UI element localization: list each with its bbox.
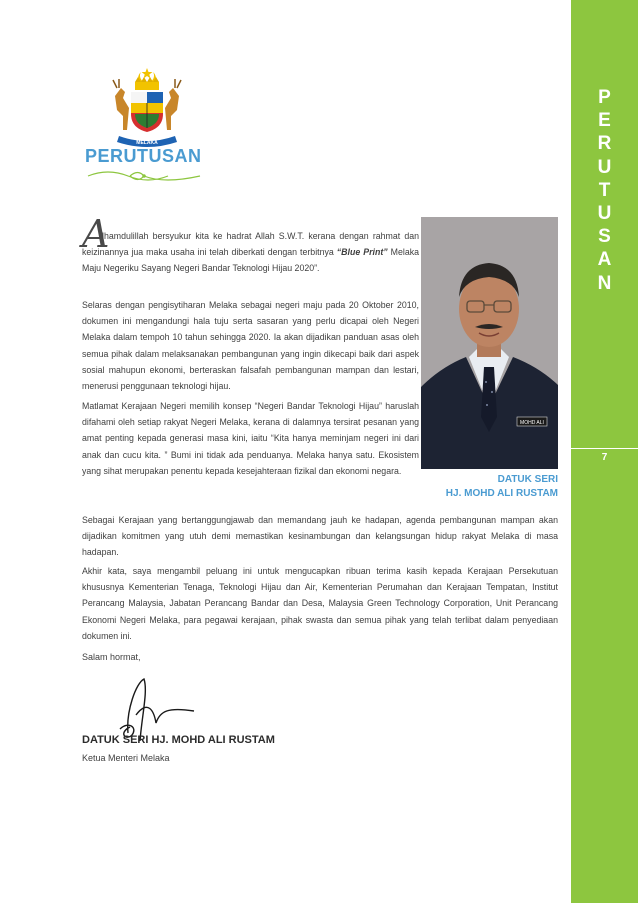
- vertical-letter: R: [597, 133, 612, 155]
- vertical-letter: P: [598, 87, 611, 108]
- paragraph-declaration: Selaras dengan pengisytiharan Melaka sebagai negeri maju pada 20 Oktober 2010, dokumen ini mengandungi hala tuju serta sasaran yang perlu dicapai oleh Negeri Melaka dalam tempoh 10 tahun sehingga 2020. Ia akan dijadikan panduan asas oleh semua pihak dalam melaksanakan pembangunan yang ingin dikecapi baik dari aspek sosial mahupun ekonomi, berteraskan falsafah pembangunan mampan dan lestari, menerusi penggunaan teknologi hijau.: [82, 300, 419, 392]
- vertical-letter: A: [597, 249, 612, 271]
- blue-print-emphasis: “Blue Print”: [336, 247, 388, 258]
- intro-text-a: lhamdulillah bersyukur kita ke hadrat Allah S.W.T. kerana dengan rahmat dan keizinannya jua maka usaha ini telah diberkati dengan terbitnya: [82, 231, 419, 258]
- signatory-name: DATUK SERI HJ. MOHD ALI RUSTAM: [82, 734, 275, 746]
- vertical-letter: T: [598, 179, 611, 201]
- name-badge: MOHD ALI: [520, 420, 544, 426]
- caption-honorific: DATUK SERI: [497, 474, 558, 485]
- vertical-letter: N: [597, 272, 612, 294]
- vertical-letter: U: [597, 203, 612, 225]
- paragraph-intro: [82, 228, 419, 277]
- vertical-title: [571, 86, 638, 295]
- portrait-photo: [421, 217, 558, 469]
- crest-motto: MELAKA: [136, 140, 158, 146]
- ornament-swirl-icon: [86, 168, 204, 184]
- page-title: PERUTUSAN: [85, 146, 202, 166]
- caption-name: HJ. MOHD ALI RUSTAM: [445, 488, 558, 499]
- paragraph-concept: Matlamat Kerajaan Negeri memilih konsep “Negeri Bandar Teknologi Hijau” haruslah difahami oleh setiap rakyat Negeri Melaka, kerana di dalamnya tersirat pesanan yang amat penting kepada generasi masa kini, iaitu “Kita hanya meminjam negeri ini dari anak dan cucu kita. ” Bumi ini tidak ada penduanya. Melaka hanya satu. Ekosistem yang sihat merupakan penentu kepada kesejahteraan fizikal dan ekonomi negara.: [82, 401, 419, 476]
- portrait-caption: [418, 473, 558, 501]
- vertical-letter: U: [597, 156, 612, 178]
- signatory-title: Ketua Menteri Melaka: [82, 753, 170, 763]
- paragraph-acknowledgement: Akhir kata, saya mengambil peluang ini untuk mengucapkan ribuan terima kasih kepada Kerajaan Persekutuan khususnya Kementerian Tenaga, Teknologi Hijau dan Air, Kementerian Perumahan dan Kerajaan Tempatan, Institut Perancang Malaysia, Jabatan Perancang Bandar dan Desa, Malaysia Green Technology Corporation, Unit Perancang Ekonomi Negeri Melaka, para pegawai kerajaan, pihak swasta dan semua pihak yang telah terlibat dalam penyediaan dokumen ini.: [82, 566, 558, 641]
- page-number: 7: [601, 452, 608, 463]
- vertical-letter: S: [598, 226, 611, 248]
- drop-cap: A: [82, 212, 110, 256]
- side-band: [571, 0, 638, 903]
- melaka-crest-icon: [101, 66, 193, 152]
- paragraph-commitment: Sebagai Kerajaan yang bertanggungjawab dan memandang jauh ke hadapan, agenda pembangunan mampan akan dijadikan komitmen yang utuh demi memastikan kesinambungan dan kelangsungan hidup rakyat Melaka di masa hadapan.: [82, 515, 558, 558]
- page-number-rule: [571, 448, 638, 449]
- intro-text-b: Melaka Maju Negeriku Sayang Negeri Bandar Teknologi Hijau 2020”.: [82, 247, 419, 274]
- vertical-letter: E: [598, 110, 611, 132]
- salutation: Salam hormat,: [82, 652, 141, 662]
